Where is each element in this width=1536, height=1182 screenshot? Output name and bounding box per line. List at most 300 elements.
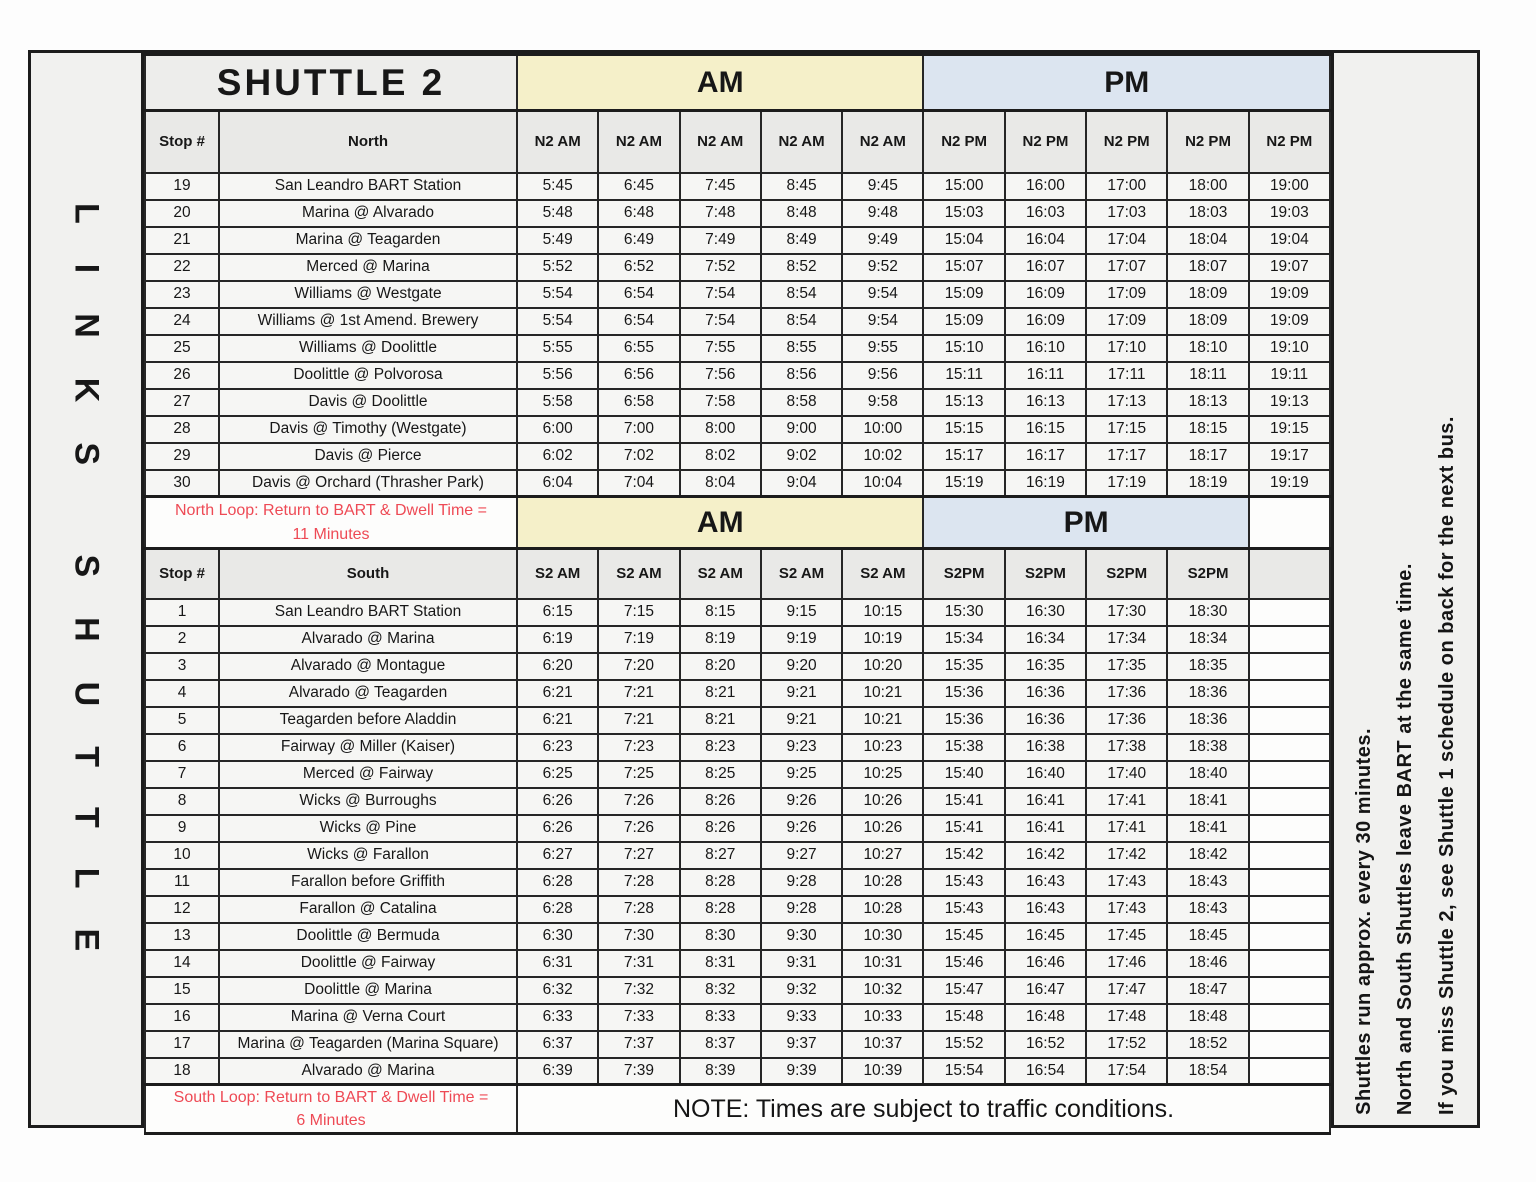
station-name-cell: San Leandro BART Station: [219, 173, 517, 200]
time-cell: 7:54: [680, 281, 761, 308]
time-cell: 18:36: [1167, 680, 1248, 707]
time-cell: 9:28: [761, 896, 842, 923]
time-cell: 16:47: [1005, 977, 1086, 1004]
time-cell: 8:00: [680, 416, 761, 443]
col-header-s2am: S2 AM: [517, 549, 598, 599]
north-band-row: [145, 55, 1330, 111]
time-cell: 8:27: [680, 842, 761, 869]
table-row: [145, 443, 1330, 470]
stop-number-cell: 25: [145, 335, 219, 362]
time-cell: 9:48: [842, 200, 923, 227]
time-cell: 19:13: [1249, 389, 1330, 416]
time-cell: 16:36: [1005, 680, 1086, 707]
time-cell: 8:49: [761, 227, 842, 254]
empty-cell: [1249, 815, 1330, 842]
col-header-n2pm: N2 PM: [1249, 111, 1330, 173]
time-cell: 9:32: [761, 977, 842, 1004]
station-name-cell: Davis @ Timothy (Westgate): [219, 416, 517, 443]
time-cell: 8:30: [680, 923, 761, 950]
time-cell: 7:04: [598, 470, 679, 497]
table-row: [145, 950, 1330, 977]
station-name-cell: Doolittle @ Fairway: [219, 950, 517, 977]
schedule-sheet: [28, 50, 1480, 1128]
col-header-s2pm: S2PM: [923, 549, 1004, 599]
table-row: [145, 815, 1330, 842]
time-cell: 8:15: [680, 599, 761, 626]
time-cell: 7:19: [598, 626, 679, 653]
time-cell: 16:10: [1005, 335, 1086, 362]
time-cell: 5:49: [517, 227, 598, 254]
empty-cell: [1249, 549, 1330, 599]
station-name-cell: Marina @ Teagarden: [219, 227, 517, 254]
time-cell: 15:11: [923, 362, 1004, 389]
stop-number-cell: 30: [145, 470, 219, 497]
empty-cell: [1249, 497, 1330, 549]
time-cell: 15:09: [923, 281, 1004, 308]
time-cell: 16:07: [1005, 254, 1086, 281]
time-cell: 6:54: [598, 281, 679, 308]
time-cell: 18:09: [1167, 281, 1248, 308]
time-cell: 17:41: [1086, 788, 1167, 815]
time-cell: 17:09: [1086, 308, 1167, 335]
stop-number-cell: 14: [145, 950, 219, 977]
time-cell: 18:30: [1167, 599, 1248, 626]
time-cell: 16:04: [1005, 227, 1086, 254]
table-row: [145, 761, 1330, 788]
col-header-n2pm: N2 PM: [923, 111, 1004, 173]
time-cell: 6:04: [517, 470, 598, 497]
station-name-cell: Doolittle @ Polvorosa: [219, 362, 517, 389]
time-cell: 9:39: [761, 1058, 842, 1085]
time-cell: 7:32: [598, 977, 679, 1004]
time-cell: 15:36: [923, 707, 1004, 734]
time-cell: 10:28: [842, 896, 923, 923]
right-banner: [1331, 53, 1477, 1125]
table-row: [145, 788, 1330, 815]
stop-number-cell: 5: [145, 707, 219, 734]
time-cell: 10:31: [842, 950, 923, 977]
time-cell: 16:17: [1005, 443, 1086, 470]
time-cell: 10:23: [842, 734, 923, 761]
time-cell: 19:19: [1249, 470, 1330, 497]
time-cell: 16:43: [1005, 869, 1086, 896]
time-cell: 5:55: [517, 335, 598, 362]
time-cell: 6:55: [598, 335, 679, 362]
time-cell: 8:58: [761, 389, 842, 416]
time-cell: 15:17: [923, 443, 1004, 470]
time-cell: 10:19: [842, 626, 923, 653]
time-cell: 18:13: [1167, 389, 1248, 416]
time-cell: 9:54: [842, 308, 923, 335]
time-cell: 18:54: [1167, 1058, 1248, 1085]
time-cell: 18:41: [1167, 815, 1248, 842]
time-cell: 7:30: [598, 923, 679, 950]
bottom-note-row: [145, 1085, 1330, 1134]
time-cell: 18:41: [1167, 788, 1248, 815]
time-cell: 18:04: [1167, 227, 1248, 254]
time-cell: 17:03: [1086, 200, 1167, 227]
time-cell: 16:00: [1005, 173, 1086, 200]
time-cell: 7:28: [598, 896, 679, 923]
time-cell: 6:39: [517, 1058, 598, 1085]
time-cell: 17:36: [1086, 707, 1167, 734]
empty-cell: [1249, 680, 1330, 707]
time-cell: 17:46: [1086, 950, 1167, 977]
time-cell: 17:41: [1086, 815, 1167, 842]
time-cell: 15:07: [923, 254, 1004, 281]
time-cell: 5:56: [517, 362, 598, 389]
time-cell: 9:15: [761, 599, 842, 626]
time-cell: 17:35: [1086, 653, 1167, 680]
table-row: [145, 653, 1330, 680]
station-name-cell: Wicks @ Farallon: [219, 842, 517, 869]
time-cell: 9:45: [842, 173, 923, 200]
time-cell: 9:52: [842, 254, 923, 281]
time-cell: 6:00: [517, 416, 598, 443]
empty-cell: [1249, 977, 1330, 1004]
station-name-cell: Farallon @ Catalina: [219, 896, 517, 923]
time-cell: 18:42: [1167, 842, 1248, 869]
time-cell: 17:47: [1086, 977, 1167, 1004]
stop-number-cell: 8: [145, 788, 219, 815]
stop-number-cell: 7: [145, 761, 219, 788]
stop-number-cell: 17: [145, 1031, 219, 1058]
time-cell: 17:43: [1086, 896, 1167, 923]
time-cell: 15:13: [923, 389, 1004, 416]
south-loop-note-line2: 6 Minutes: [296, 1112, 366, 1130]
time-cell: 16:13: [1005, 389, 1086, 416]
time-cell: 10:25: [842, 761, 923, 788]
time-cell: 9:31: [761, 950, 842, 977]
time-cell: 7:00: [598, 416, 679, 443]
col-header-n2am: N2 AM: [680, 111, 761, 173]
time-cell: 15:04: [923, 227, 1004, 254]
time-cell: 18:35: [1167, 653, 1248, 680]
stop-number-cell: 1: [145, 599, 219, 626]
north-rows: [145, 173, 1330, 497]
time-cell: 7:02: [598, 443, 679, 470]
time-cell: 17:45: [1086, 923, 1167, 950]
time-cell: 10:30: [842, 923, 923, 950]
time-cell: 17:34: [1086, 626, 1167, 653]
time-cell: 9:27: [761, 842, 842, 869]
side-note-miss-shuttle: If you miss Shuttle 2, see Shuttle 1 schedule on back for the next bus.: [1435, 416, 1458, 1115]
time-cell: 15:52: [923, 1031, 1004, 1058]
time-cell: 6:20: [517, 653, 598, 680]
time-cell: 8:32: [680, 977, 761, 1004]
time-cell: 17:04: [1086, 227, 1167, 254]
time-cell: 10:04: [842, 470, 923, 497]
table-row: [145, 227, 1330, 254]
time-cell: 8:48: [761, 200, 842, 227]
north-loop-note-line1: North Loop: Return to BART & Dwell Time =: [175, 502, 487, 520]
south-loop-note: [145, 1085, 517, 1134]
time-cell: 19:03: [1249, 200, 1330, 227]
time-cell: 7:56: [680, 362, 761, 389]
time-cell: 7:21: [598, 680, 679, 707]
time-cell: 18:43: [1167, 896, 1248, 923]
time-cell: 9:00: [761, 416, 842, 443]
time-cell: 16:35: [1005, 653, 1086, 680]
time-cell: 15:30: [923, 599, 1004, 626]
table-row: [145, 470, 1330, 497]
station-name-cell: Marina @ Teagarden (Marina Square): [219, 1031, 517, 1058]
time-cell: 15:43: [923, 869, 1004, 896]
time-cell: 15:48: [923, 1004, 1004, 1031]
time-cell: 15:34: [923, 626, 1004, 653]
time-cell: 6:58: [598, 389, 679, 416]
time-cell: 10:28: [842, 869, 923, 896]
time-cell: 8:52: [761, 254, 842, 281]
left-banner: [31, 53, 144, 1125]
time-cell: 18:43: [1167, 869, 1248, 896]
time-cell: 9:55: [842, 335, 923, 362]
time-cell: 10:32: [842, 977, 923, 1004]
stop-number-cell: 9: [145, 815, 219, 842]
time-cell: 6:21: [517, 707, 598, 734]
stop-number-cell: 21: [145, 227, 219, 254]
table-row: [145, 896, 1330, 923]
col-header-s2am: S2 AM: [680, 549, 761, 599]
time-cell: 8:45: [761, 173, 842, 200]
stop-number-cell: 18: [145, 1058, 219, 1085]
col-header-n2am: N2 AM: [761, 111, 842, 173]
south-am-band: AM: [517, 497, 923, 549]
time-cell: 18:11: [1167, 362, 1248, 389]
time-cell: 16:40: [1005, 761, 1086, 788]
south-loop-note-line1: South Loop: Return to BART & Dwell Time =: [173, 1089, 489, 1106]
station-name-cell: Farallon before Griffith: [219, 869, 517, 896]
stop-number-cell: 13: [145, 923, 219, 950]
time-cell: 9:04: [761, 470, 842, 497]
time-cell: 19:17: [1249, 443, 1330, 470]
empty-cell: [1249, 734, 1330, 761]
time-cell: 6:31: [517, 950, 598, 977]
table-row: [145, 707, 1330, 734]
time-cell: 18:10: [1167, 335, 1248, 362]
time-cell: 10:15: [842, 599, 923, 626]
empty-cell: [1249, 1031, 1330, 1058]
time-cell: 6:15: [517, 599, 598, 626]
side-note-departure: North and South Shuttles leave BART at the same time.: [1394, 562, 1416, 1115]
time-cell: 15:54: [923, 1058, 1004, 1085]
time-cell: 16:52: [1005, 1031, 1086, 1058]
station-name-cell: Doolittle @ Bermuda: [219, 923, 517, 950]
table-row: [145, 281, 1330, 308]
empty-cell: [1249, 842, 1330, 869]
time-cell: 17:07: [1086, 254, 1167, 281]
time-cell: 9:54: [842, 281, 923, 308]
time-cell: 9:21: [761, 707, 842, 734]
time-cell: 15:47: [923, 977, 1004, 1004]
time-cell: 16:09: [1005, 308, 1086, 335]
time-cell: 19:09: [1249, 308, 1330, 335]
station-name-cell: Teagarden before Aladdin: [219, 707, 517, 734]
stop-number-cell: 23: [145, 281, 219, 308]
time-cell: 16:41: [1005, 788, 1086, 815]
time-cell: 9:30: [761, 923, 842, 950]
time-cell: 8:26: [680, 788, 761, 815]
table-row: [145, 734, 1330, 761]
links-shuttle-vertical-label: LINKS SHUTTLE: [67, 203, 106, 992]
time-cell: 16:19: [1005, 470, 1086, 497]
time-cell: 15:03: [923, 200, 1004, 227]
empty-cell: [1249, 896, 1330, 923]
time-cell: 7:55: [680, 335, 761, 362]
time-cell: 15:15: [923, 416, 1004, 443]
time-cell: 19:11: [1249, 362, 1330, 389]
time-cell: 7:26: [598, 788, 679, 815]
col-header-n2pm: N2 PM: [1167, 111, 1248, 173]
time-cell: 9:26: [761, 788, 842, 815]
stop-number-cell: 19: [145, 173, 219, 200]
time-cell: 17:52: [1086, 1031, 1167, 1058]
station-name-cell: Williams @ 1st Amend. Brewery: [219, 308, 517, 335]
stop-number-cell: 10: [145, 842, 219, 869]
time-cell: 15:36: [923, 680, 1004, 707]
time-cell: 6:49: [598, 227, 679, 254]
table-row: [145, 923, 1330, 950]
time-cell: 6:21: [517, 680, 598, 707]
time-cell: 9:25: [761, 761, 842, 788]
time-cell: 8:39: [680, 1058, 761, 1085]
time-cell: 7:52: [680, 254, 761, 281]
time-cell: 8:25: [680, 761, 761, 788]
time-cell: 15:09: [923, 308, 1004, 335]
time-cell: 16:54: [1005, 1058, 1086, 1085]
time-cell: 17:15: [1086, 416, 1167, 443]
table-row: [145, 335, 1330, 362]
time-cell: 6:33: [517, 1004, 598, 1031]
time-cell: 8:21: [680, 680, 761, 707]
table-row: [145, 389, 1330, 416]
station-name-cell: Alvarado @ Montague: [219, 653, 517, 680]
time-cell: 6:37: [517, 1031, 598, 1058]
empty-cell: [1249, 707, 1330, 734]
time-cell: 7:23: [598, 734, 679, 761]
time-cell: 18:19: [1167, 470, 1248, 497]
stop-number-cell: 22: [145, 254, 219, 281]
time-cell: 6:32: [517, 977, 598, 1004]
stop-number-cell: 20: [145, 200, 219, 227]
time-cell: 16:34: [1005, 626, 1086, 653]
time-cell: 7:31: [598, 950, 679, 977]
station-name-cell: Davis @ Doolittle: [219, 389, 517, 416]
time-cell: 9:56: [842, 362, 923, 389]
side-note-frequency: Shuttles run approx. every 30 minutes.: [1352, 728, 1375, 1115]
time-cell: 8:20: [680, 653, 761, 680]
time-cell: 17:09: [1086, 281, 1167, 308]
time-cell: 18:17: [1167, 443, 1248, 470]
time-cell: 17:38: [1086, 734, 1167, 761]
empty-cell: [1249, 761, 1330, 788]
time-cell: 17:10: [1086, 335, 1167, 362]
time-cell: 7:21: [598, 707, 679, 734]
time-cell: 10:26: [842, 815, 923, 842]
time-cell: 6:54: [598, 308, 679, 335]
time-cell: 15:00: [923, 173, 1004, 200]
station-name-cell: Alvarado @ Teagarden: [219, 680, 517, 707]
time-cell: 10:21: [842, 707, 923, 734]
stop-number-cell: 6: [145, 734, 219, 761]
time-cell: 8:04: [680, 470, 761, 497]
time-cell: 16:11: [1005, 362, 1086, 389]
col-header-n2am: N2 AM: [517, 111, 598, 173]
time-cell: 9:28: [761, 869, 842, 896]
empty-cell: [1249, 653, 1330, 680]
time-cell: 16:48: [1005, 1004, 1086, 1031]
time-cell: 18:52: [1167, 1031, 1248, 1058]
time-cell: 6:28: [517, 896, 598, 923]
time-cell: 8:56: [761, 362, 842, 389]
time-cell: 17:40: [1086, 761, 1167, 788]
time-cell: 7:39: [598, 1058, 679, 1085]
time-cell: 10:37: [842, 1031, 923, 1058]
time-cell: 16:42: [1005, 842, 1086, 869]
table-row: [145, 200, 1330, 227]
table-row: [145, 1031, 1330, 1058]
time-cell: 5:54: [517, 281, 598, 308]
station-name-cell: Williams @ Doolittle: [219, 335, 517, 362]
time-cell: 18:40: [1167, 761, 1248, 788]
time-cell: 7:28: [598, 869, 679, 896]
time-cell: 15:19: [923, 470, 1004, 497]
time-cell: 9:58: [842, 389, 923, 416]
time-cell: 9:33: [761, 1004, 842, 1031]
time-cell: 19:10: [1249, 335, 1330, 362]
time-cell: 8:37: [680, 1031, 761, 1058]
table-row: [145, 362, 1330, 389]
time-cell: 7:48: [680, 200, 761, 227]
col-header-s2pm: S2PM: [1167, 549, 1248, 599]
stop-number-cell: 24: [145, 308, 219, 335]
time-cell: 18:46: [1167, 950, 1248, 977]
time-cell: 10:39: [842, 1058, 923, 1085]
time-cell: 10:20: [842, 653, 923, 680]
table-row: [145, 869, 1330, 896]
time-cell: 7:54: [680, 308, 761, 335]
time-cell: 17:36: [1086, 680, 1167, 707]
time-cell: 9:23: [761, 734, 842, 761]
time-cell: 15:10: [923, 335, 1004, 362]
time-cell: 6:19: [517, 626, 598, 653]
time-cell: 8:28: [680, 869, 761, 896]
time-cell: 17:17: [1086, 443, 1167, 470]
table-row: [145, 977, 1330, 1004]
time-cell: 9:20: [761, 653, 842, 680]
south-band-row: [145, 497, 1330, 549]
station-name-cell: Davis @ Pierce: [219, 443, 517, 470]
time-cell: 8:26: [680, 815, 761, 842]
stop-number-cell: 4: [145, 680, 219, 707]
time-cell: 6:52: [598, 254, 679, 281]
empty-cell: [1249, 626, 1330, 653]
station-name-cell: Alvarado @ Marina: [219, 626, 517, 653]
stop-number-header: Stop #: [145, 549, 219, 599]
time-cell: 18:15: [1167, 416, 1248, 443]
time-cell: 5:58: [517, 389, 598, 416]
table-row: [145, 1058, 1330, 1085]
time-cell: 7:27: [598, 842, 679, 869]
time-cell: 6:28: [517, 869, 598, 896]
empty-cell: [1249, 869, 1330, 896]
time-cell: 6:56: [598, 362, 679, 389]
station-name-cell: Wicks @ Burroughs: [219, 788, 517, 815]
time-cell: 18:07: [1167, 254, 1248, 281]
table-row: [145, 599, 1330, 626]
station-name-cell: Wicks @ Pine: [219, 815, 517, 842]
col-header-s2am: S2 AM: [842, 549, 923, 599]
